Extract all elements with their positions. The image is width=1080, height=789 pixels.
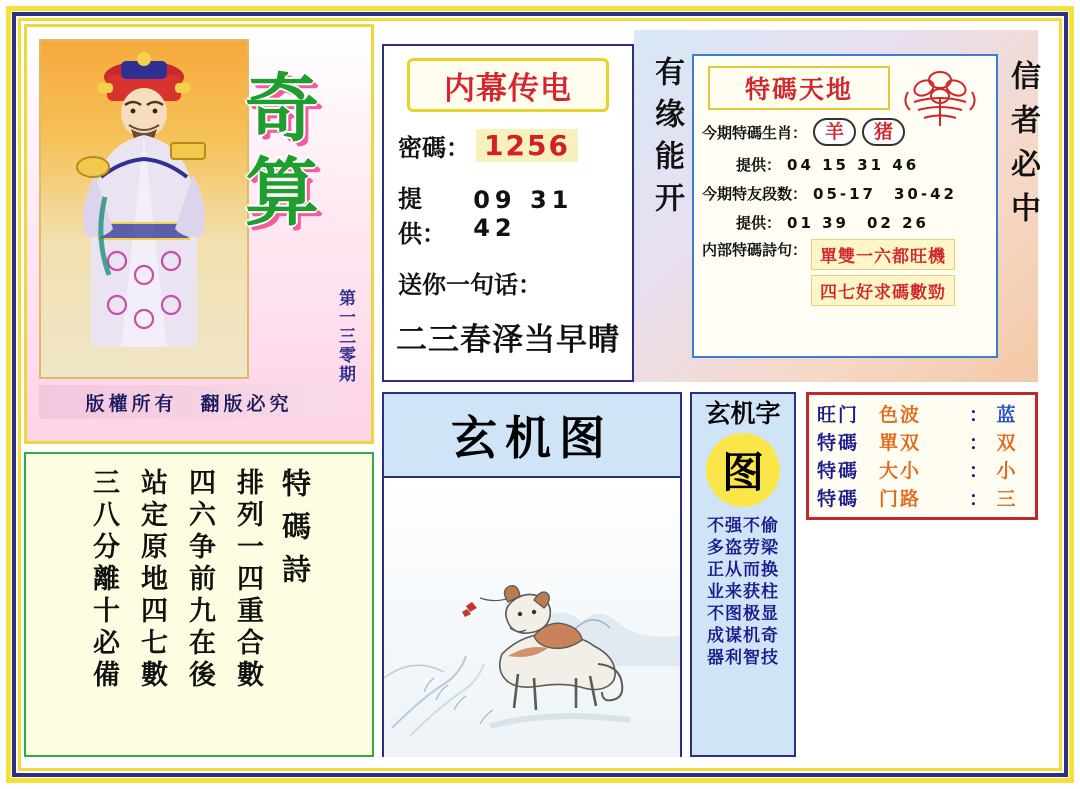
- xuanji-zi-line: 不强不偷: [707, 516, 779, 536]
- tema-zodiac-2: 猪: [862, 118, 905, 146]
- table-row: [817, 485, 1027, 513]
- tema-provide-row-2: [702, 212, 988, 233]
- wangmen-label: 特碼: [817, 460, 860, 482]
- dog-landscape-illustration: [384, 478, 680, 757]
- tema-provide-row-1: [702, 154, 988, 175]
- neimu-send-label: 送你一句话：: [398, 271, 542, 299]
- wangmen-colon: ：: [969, 460, 989, 482]
- xuanji-zi-line: 正从而换: [707, 560, 779, 580]
- wangmen-value: 小: [996, 460, 1018, 482]
- copyright-notice: 版權所有 翻版必究: [39, 385, 339, 419]
- deity-card: [24, 24, 374, 444]
- wangmen-label: 特碼: [817, 432, 860, 454]
- wangmen-label: 特碼: [817, 488, 860, 510]
- deity-illustration: [39, 39, 249, 379]
- flower-icon: [894, 64, 986, 132]
- table-row: [817, 429, 1027, 457]
- wangmen-value: 三: [996, 488, 1018, 510]
- wangmen-sublabel: 色波: [879, 404, 922, 426]
- tema-poem-row: [702, 239, 988, 306]
- xuanji-tu-illustration: [384, 478, 680, 757]
- wangmen-sublabel: 單双: [879, 432, 922, 454]
- xuanji-zi-line: 成谋机奇: [707, 626, 779, 646]
- wangmen-value: 双: [996, 432, 1018, 454]
- tema-friend-label: 今期特友段数：: [702, 185, 808, 203]
- tema-zodiac-1: 羊: [813, 118, 856, 146]
- neimu-provide-numbers: 09 31 42: [473, 186, 574, 242]
- tema-poem-line: 三八分離十必備: [88, 468, 119, 692]
- wangmen-value: 蓝: [996, 404, 1018, 426]
- tema-poem-line-2: 四七好求碼數勁: [811, 275, 955, 306]
- tema-poem-line: 站定原地四七數: [136, 468, 167, 692]
- wangmen-colon: ：: [969, 432, 989, 454]
- wangmen-sublabel: 门路: [879, 488, 922, 510]
- tema-poem-lines: [811, 239, 955, 306]
- table-row: [817, 457, 1027, 485]
- wangmen-colon: ：: [969, 404, 989, 426]
- xuanji-zi-line: 业来获柱: [707, 582, 779, 602]
- tema-poem-box: [24, 452, 374, 757]
- neimu-provide-row: [392, 179, 624, 249]
- left-vertical-slogan: 有缘能开: [649, 56, 684, 224]
- tema-friend-row: [702, 183, 988, 204]
- neimu-code-row: [392, 128, 624, 163]
- tema-poem-title: 特碼詩: [278, 468, 312, 597]
- right-vertical-slogan: 信者必中: [1005, 60, 1040, 236]
- tema-friend-numbers: 05-17 30-42: [813, 185, 957, 203]
- wangmen-table: [806, 392, 1038, 520]
- neimu-phrase: 二三春泽当早晴: [396, 322, 620, 358]
- god-of-wealth-icon: [69, 47, 219, 377]
- issue-number: 第一三零期: [335, 289, 355, 384]
- xuanji-zi-title: 玄机字: [705, 399, 781, 428]
- xuanji-tu-title: 玄机图: [384, 394, 680, 478]
- xuanji-tu-panel: [382, 392, 682, 757]
- tema-zodiac-label: 今期特碼生肖：: [702, 123, 808, 142]
- tema-poem-line: 四六争前九在後: [184, 468, 215, 692]
- page-title: 奇算: [245, 66, 319, 236]
- neimu-code-value: 1256: [476, 129, 578, 162]
- table-row: [817, 401, 1027, 429]
- neimu-box: [382, 44, 634, 382]
- wangmen-label: 旺门: [817, 404, 860, 426]
- tema-provide-numbers-1: 04 15 31 46: [787, 155, 920, 174]
- xuanji-zi-panel: [690, 392, 796, 757]
- tema-provide-label-2: 提供：: [736, 214, 782, 232]
- tema-poem-line: 排列一四重合數: [232, 468, 263, 692]
- xuanji-zi-line: 器利智技: [707, 648, 779, 668]
- tema-tiandi-box: [692, 54, 998, 358]
- neimu-code-label: 密碼：: [398, 134, 470, 162]
- xuanji-zi-character: 图: [706, 433, 780, 507]
- neimu-send-row: [392, 265, 624, 300]
- tema-provide-numbers-2: 01 39 02 26: [787, 214, 929, 232]
- tema-provide-label-1: 提供：: [736, 156, 782, 174]
- neimu-banner: 内幕传电: [407, 58, 609, 112]
- tema-poem-label: 内部特碼詩句：: [702, 241, 808, 259]
- wangmen-colon: ：: [969, 488, 989, 510]
- xuanji-zi-line: 不图极显: [707, 604, 779, 624]
- xuanji-zi-line: 多盗劳梁: [707, 538, 779, 558]
- neimu-provide-label: 提供：: [398, 185, 446, 248]
- tema-poem-line-1: 單雙一六都旺機: [811, 239, 955, 270]
- xuanji-zi-lines: [692, 515, 794, 669]
- wangmen-sublabel: 大小: [879, 460, 922, 482]
- tema-tiandi-title: 特碼天地: [708, 66, 890, 110]
